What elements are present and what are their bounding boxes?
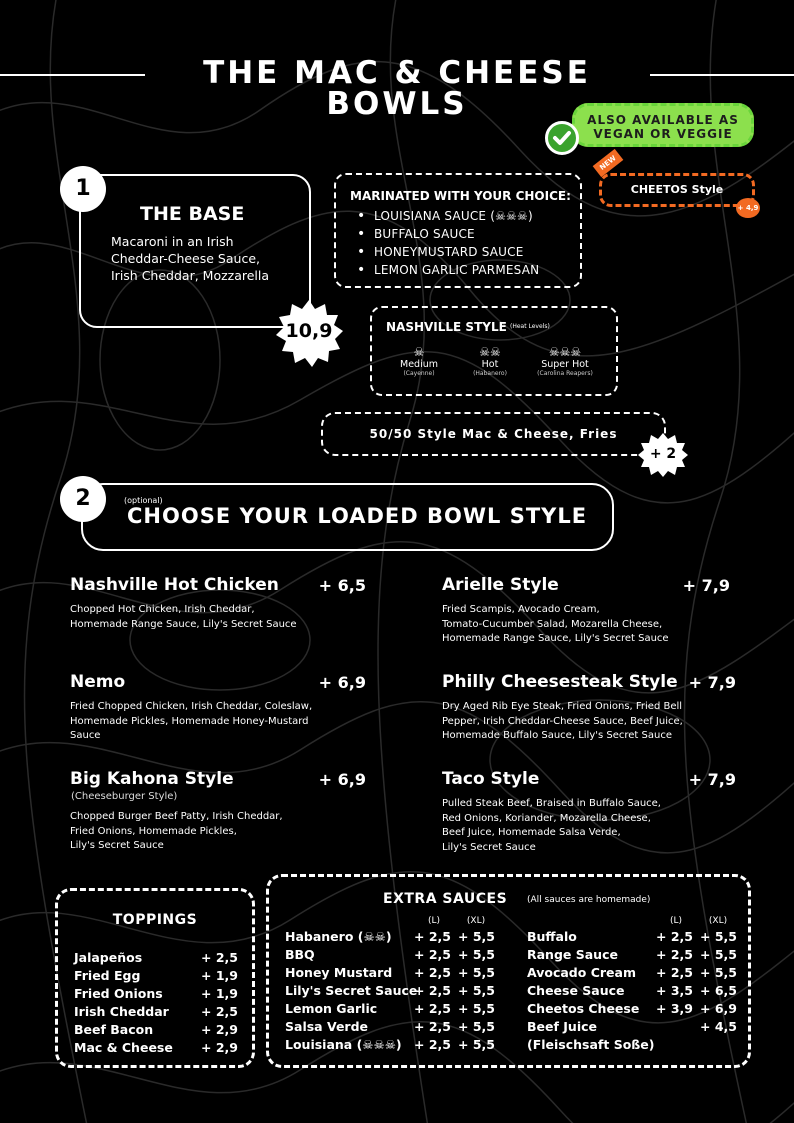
check-icon xyxy=(545,121,579,155)
title-rule-right xyxy=(650,74,794,76)
bowl-price: + 6,5 xyxy=(318,576,366,595)
sauce-price-xl: + 5,5 xyxy=(458,1001,495,1016)
sauce-row xyxy=(285,1001,495,1019)
sauce-name: Cheetos Cheese xyxy=(527,1001,640,1016)
sauce-price-xl: + 4,5 xyxy=(700,1019,737,1034)
marinated-box xyxy=(334,173,582,288)
bowl-name: Arielle Style xyxy=(442,575,559,595)
list-item: • LEMON GARLIC PARMESAN xyxy=(350,261,580,279)
title-line-2: BOWLS xyxy=(326,86,468,122)
bowl-description xyxy=(70,700,350,744)
sauce-price-xl: + 5,5 xyxy=(458,1019,495,1034)
topping-row xyxy=(74,1040,238,1058)
base-desc-line: Macaroni in an Irish xyxy=(111,234,234,249)
desc-line: Chopped Hot Chicken, Irish Cheddar, xyxy=(70,604,255,615)
topping-price: + 2,5 xyxy=(201,1004,238,1019)
bowl-description xyxy=(442,797,722,855)
optional-label: (optional) xyxy=(124,496,163,505)
sauce-row xyxy=(527,1037,737,1055)
sauce-price-xl: + 5,5 xyxy=(700,929,737,944)
topping-row xyxy=(74,1022,238,1040)
marinated-list xyxy=(350,207,580,279)
sauce-price-xl: + 5,5 xyxy=(458,1037,495,1052)
fifty-price: + 2 xyxy=(649,446,677,462)
topping-name: Irish Cheddar xyxy=(74,1004,169,1019)
vegan-badge xyxy=(572,103,754,147)
nashville-title: NASHVILLE STYLE xyxy=(386,320,507,334)
desc-line: Fried Onions, Homemade Pickles, xyxy=(70,825,237,837)
bowl-description xyxy=(70,810,350,854)
sauce-price-xl: + 6,5 xyxy=(700,983,737,998)
sauce-name: Louisiana (☠☠☠) xyxy=(285,1037,402,1052)
bowl-name: Taco Style xyxy=(442,769,540,789)
page-title xyxy=(150,55,644,122)
desc-line: Pulled Steak Beef, Braised in Buffalo Sauce, xyxy=(442,798,661,809)
sauce-name: Salsa Verde xyxy=(285,1019,369,1034)
sauce-row xyxy=(285,965,495,983)
bowl-name: Nashville Hot Chicken xyxy=(70,575,279,595)
bowl-name: Philly Cheesesteak Style xyxy=(442,672,678,692)
base-description xyxy=(111,233,291,284)
sauce-row xyxy=(527,947,737,965)
sauce-price-l: + 2,5 xyxy=(656,929,693,944)
cheetos-price: + 4,9 xyxy=(736,198,760,218)
step-number-2: 2 xyxy=(60,476,106,522)
topping-name: Mac & Cheese xyxy=(74,1040,173,1055)
sauce-price-xl: + 5,5 xyxy=(458,947,495,962)
topping-row xyxy=(74,968,238,986)
desc-line: Homemade Range Sauce, Lily's Secret Sauce xyxy=(442,633,669,644)
new-tag: NEW xyxy=(593,149,624,177)
topping-row xyxy=(74,1004,238,1022)
sauce-price-xl: + 5,5 xyxy=(458,983,495,998)
base-desc-line: Cheddar-Cheese Sauce, xyxy=(111,251,260,266)
heat-level-super-hot xyxy=(520,345,610,378)
skull-icon: ☠☠☠ xyxy=(548,345,582,359)
heat-sub: (Carolina Reapers) xyxy=(537,370,593,377)
desc-line: Homemade Pickles, Homemade Honey-Mustard xyxy=(70,715,309,727)
bowl-price: + 7,9 xyxy=(688,673,736,692)
sauce-price-l: + 2,5 xyxy=(656,947,693,962)
nashville-subtitle: (Heat Levels) xyxy=(510,323,550,330)
sauce-row xyxy=(285,947,495,965)
sauce-row xyxy=(527,1019,737,1037)
cheetos-style-option: CHEETOS Style xyxy=(599,173,755,207)
sauce-price-xl: + 5,5 xyxy=(700,947,737,962)
desc-line: Beef Juice, Homemade Salsa Verde, xyxy=(442,827,621,838)
topping-name: Fried Onions xyxy=(74,986,163,1001)
desc-line: Homemade Range Sauce, Lily's Secret Sauce xyxy=(70,618,297,630)
sauce-name: Beef Juice xyxy=(527,1019,597,1034)
bowl-price: + 6,9 xyxy=(318,673,366,692)
title-rule-left xyxy=(0,74,145,76)
sauce-name: Buffalo xyxy=(527,929,577,944)
desc-line: Dry Aged Rib Eye Steak, Fried Onions, Fried Bell xyxy=(442,701,683,712)
sauce-name: Habanero (☠☠) xyxy=(285,929,392,944)
sauce-name: Cheese Sauce xyxy=(527,983,625,998)
desc-line: Pepper, Irish Cheddar-Cheese Sauce, Beef Juice, xyxy=(442,715,683,727)
topping-price: + 2,9 xyxy=(201,1040,238,1055)
sauce-name: Avocado Cream xyxy=(527,965,636,980)
sauce-price-xl: + 5,5 xyxy=(700,965,737,980)
extra-sauces-title: EXTRA SAUCES xyxy=(383,891,508,907)
desc-line: Chopped Burger Beef Patty, Irish Cheddar, xyxy=(70,811,283,822)
column-header-xl: (XL) xyxy=(466,916,486,926)
topping-price: + 2,5 xyxy=(201,950,238,965)
topping-name: Beef Bacon xyxy=(74,1022,154,1037)
sauce-price-l: + 2,5 xyxy=(414,947,451,962)
bowl-price: + 7,9 xyxy=(682,576,730,595)
title-line-1: THE MAC & CHEESE xyxy=(203,55,591,91)
sauce-price-l: + 2,5 xyxy=(414,929,451,944)
sauce-price-l: + 2,5 xyxy=(656,965,693,980)
bowl-price: + 7,9 xyxy=(688,770,736,789)
extra-sauces-note: (All sauces are homemade) xyxy=(527,895,651,905)
bowl-subtitle: (Cheeseburger Style) xyxy=(71,791,178,802)
desc-line: Red Onions, Koriander, Mozarella Cheese, xyxy=(442,812,651,824)
skull-icon: ☠ xyxy=(413,345,425,359)
desc-line: Sauce xyxy=(70,730,101,741)
topping-name: Jalapeños xyxy=(74,950,143,965)
desc-line: Fried Chopped Chicken, Irish Cheddar, Coleslaw, xyxy=(70,701,313,712)
bowl-description xyxy=(442,603,722,647)
sauce-row xyxy=(527,1001,737,1019)
bowl-price: + 6,9 xyxy=(318,770,366,789)
bowl-description xyxy=(70,603,350,632)
sauce-row xyxy=(285,1019,495,1037)
heat-level-hot xyxy=(455,345,525,378)
desc-line: Lily's Secret Sauce xyxy=(442,841,536,853)
sauce-row xyxy=(285,1037,495,1055)
loaded-bowl-title: CHOOSE YOUR LOADED BOWL STYLE xyxy=(127,504,588,528)
column-header-l: (L) xyxy=(669,916,683,926)
sauce-row xyxy=(527,929,737,947)
bowl-description xyxy=(442,700,722,744)
topping-row xyxy=(74,986,238,1004)
sauce-price-xl: + 5,5 xyxy=(458,929,495,944)
skull-icon: ☠☠ xyxy=(479,345,501,359)
sauce-price-l: + 3,9 xyxy=(656,1001,693,1016)
vegan-line-1: ALSO AVAILABLE AS xyxy=(587,113,739,127)
sauce-name: Lemon Garlic xyxy=(285,1001,378,1016)
sauce-name: (Fleischsaft Soße) xyxy=(527,1037,655,1052)
topping-price: + 2,9 xyxy=(201,1022,238,1037)
toppings-title: TOPPINGS xyxy=(112,912,198,928)
topping-price: + 1,9 xyxy=(201,968,238,983)
sauce-name: Lily's Secret Sauce xyxy=(285,983,418,998)
heat-level-medium xyxy=(384,345,454,378)
sauce-price-l: + 2,5 xyxy=(414,983,451,998)
sauce-price-l: + 3,5 xyxy=(656,983,693,998)
sauce-price-l: + 2,5 xyxy=(414,1001,451,1016)
sauce-price-xl: + 6,9 xyxy=(700,1001,737,1016)
topping-price: + 1,9 xyxy=(201,986,238,1001)
step-number-1: 1 xyxy=(60,166,106,212)
sauce-row xyxy=(285,929,495,947)
desc-line: Homemade Buffalo Sauce, Lily's Secret Sauce xyxy=(442,730,672,741)
bowl-name: Big Kahona Style xyxy=(70,769,234,789)
topping-row xyxy=(74,950,238,968)
sauce-row xyxy=(527,983,737,1001)
heat-sub: (Habanero) xyxy=(473,370,507,377)
topping-name: Fried Egg xyxy=(74,968,141,983)
marinated-title: MARINATED WITH YOUR CHOICE: xyxy=(350,189,571,203)
vegan-line-2: VEGAN OR VEGGIE xyxy=(593,127,733,141)
heat-name: Hot xyxy=(481,359,499,370)
list-item: • LOUISIANA SAUCE (☠☠☠) xyxy=(350,207,580,225)
heat-sub: (Cayenne) xyxy=(403,370,435,377)
base-price: 10,9 xyxy=(285,320,333,342)
desc-line: Tomato-Cucumber Salad, Mozarella Cheese, xyxy=(442,618,663,630)
base-title: THE BASE xyxy=(140,203,245,225)
desc-line: Fried Scampis, Avocado Cream, xyxy=(442,604,600,615)
sauce-row xyxy=(285,983,495,1001)
heat-name: Medium xyxy=(400,359,438,370)
column-header-xl: (XL) xyxy=(708,916,728,926)
bowl-name: Nemo xyxy=(70,672,126,692)
list-item: • BUFFALO SAUCE xyxy=(350,225,580,243)
sauce-price-l: + 2,5 xyxy=(414,1037,451,1052)
list-item: • HONEYMUSTARD SAUCE xyxy=(350,243,580,261)
heat-name: Super Hot xyxy=(541,359,589,370)
sauce-name: Honey Mustard xyxy=(285,965,393,980)
column-header-l: (L) xyxy=(427,916,441,926)
sauce-name: BBQ xyxy=(285,947,315,962)
sauce-price-xl: + 5,5 xyxy=(458,965,495,980)
sauce-price-l: + 2,5 xyxy=(414,965,451,980)
sauce-name: Range Sauce xyxy=(527,947,618,962)
fifty-fifty-option: 50/50 Style Mac & Cheese, Fries xyxy=(321,412,666,456)
base-desc-line: Irish Cheddar, Mozzarella xyxy=(111,268,270,283)
sauce-price-l: + 2,5 xyxy=(414,1019,451,1034)
desc-line: Lily's Secret Sauce xyxy=(70,840,164,851)
sauce-row xyxy=(527,965,737,983)
